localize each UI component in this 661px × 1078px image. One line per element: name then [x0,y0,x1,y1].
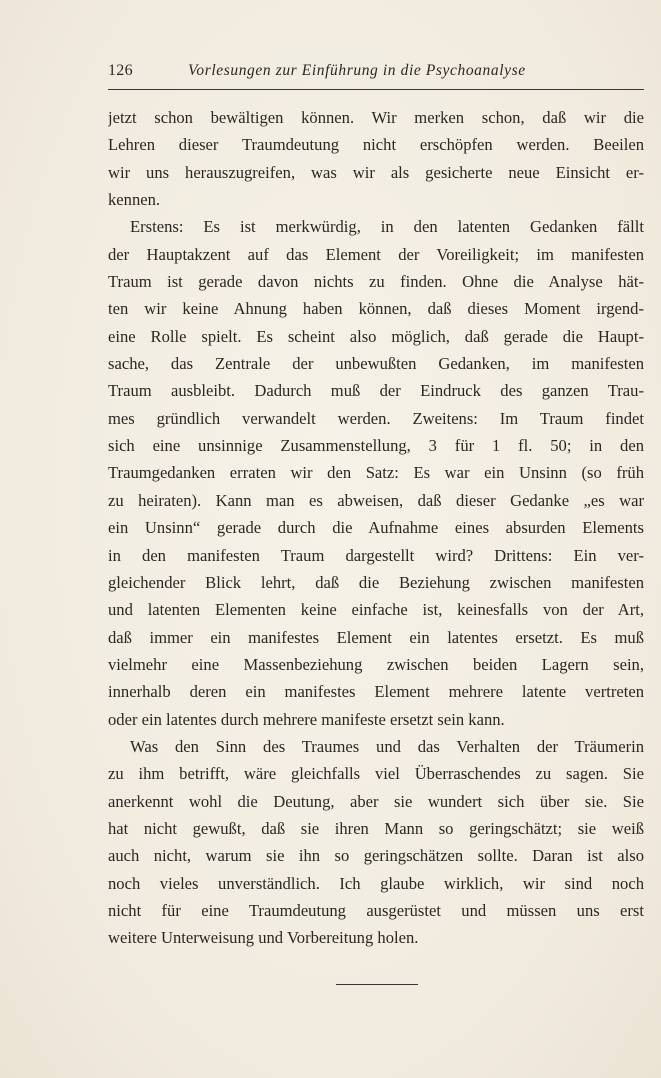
text-line: oder ein latentes durch mehrere manifeste ersetzt sein kann. [108,709,505,729]
text-line: hat nicht gewußt, daß sie ihren Mann so geringschätzt; sie weiß [108,818,644,838]
text-line: gleichender Blick lehrt, daß die Beziehung zwischen manifesten [108,572,644,592]
text-line: Traum ist gerade davon nichts zu finden. Ohne die Analyse hät- [108,272,644,292]
closing-rule [336,984,418,985]
text-line: weitere Unterweisung und Vorbereitung holen. [108,928,419,948]
text-line: eine Rolle spielt. Es scheint also möglich, daß gerade die Haupt- [108,326,644,346]
text-line: nicht für eine Traumdeutung ausgerüstet und müssen uns erst [108,900,644,920]
page-number: 126 [108,62,133,79]
header-rule [108,89,644,90]
page-header [108,62,644,88]
text-line: Erstens: Es ist merkwürdig, in den latenten Gedanken fällt [130,217,644,237]
text-line: der Hauptakzent auf das Element der Voreiligkeit; im manifesten [108,244,644,264]
text-line: noch vieles unverständlich. Ich glaube wirklich, wir sind noch [108,873,644,893]
text-line: anerkennt wohl die Deutung, aber sie wundert sich über sie. Sie [108,791,644,811]
text-line: zu heiraten). Kann man es abweisen, daß dieser Gedanke „es war [108,490,644,510]
text-line: sich eine unsinnige Zusammenstellung, 3 für 1 fl. 50; in den [108,436,644,456]
text-line: in den manifesten Traum dargestellt wird? Drittens: Ein ver- [108,545,644,565]
body-text [108,104,644,952]
text-line: wir uns herauszugreifen, was wir als gesicherte neue Einsicht er- [108,162,644,182]
text-line: und latenten Elementen keine einfache ist, keinesfalls von der Art, [108,600,644,620]
text-line: jetzt schon bewältigen können. Wir merken schon, daß wir die [108,108,644,127]
text-line: mes gründlich verwandelt werden. Zweitens: Im Traum findet [108,408,644,428]
text-line: daß immer ein manifestes Element ein latentes ersetzt. Es muß [108,627,644,647]
text-line: vielmehr eine Massenbeziehung zwischen beiden Lagern sein, [108,654,644,674]
text-line: innerhalb deren ein manifestes Element mehrere latente vertreten [108,682,644,702]
text-line: Traum ausbleibt. Dadurch muß der Eindruck des ganzen Trau- [108,381,644,401]
text-line: zu ihm betrifft, wäre gleichfalls viel Überraschendes zu sagen. Sie [108,764,644,784]
text-line: Traumgedanken erraten wir den Satz: Es war ein Unsinn (so früh [108,463,644,483]
text-line: ein Unsinn“ gerade durch die Aufnahme eines absurden Elements [108,518,644,538]
text-line: auch nicht, warum sie ihn so geringschätzen sollte. Daran ist also [108,846,644,866]
running-head: Vorlesungen zur Einführung in die Psychoanalyse [188,62,526,79]
text-line: sache, das Zentrale der unbewußten Gedanken, im manifesten [108,354,644,374]
text-line: Was den Sinn des Traumes und das Verhalten der Träumerin [130,736,644,756]
text-line: Lehren dieser Traumdeutung nicht erschöpfen werden. Beeilen [108,135,644,155]
text-line: kennen. [108,190,161,210]
text-line: ten wir keine Ahnung haben können, daß dieses Moment irgend- [108,299,644,319]
